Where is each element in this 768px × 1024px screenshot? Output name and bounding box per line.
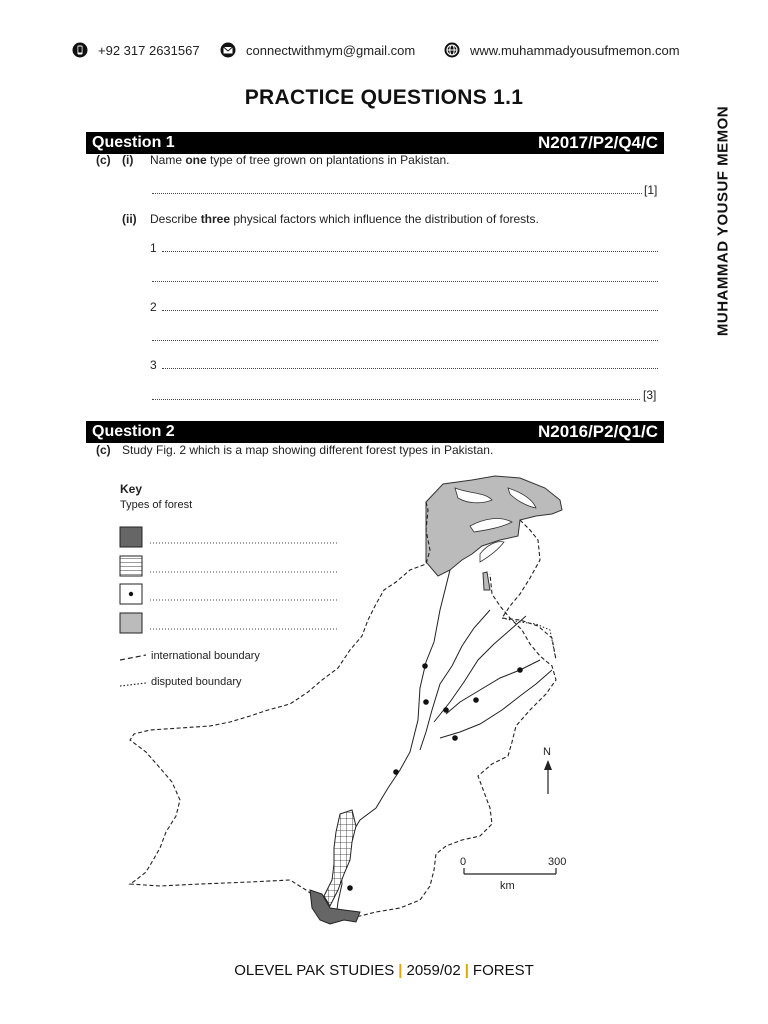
- q2-text: Study Fig. 2 which is a map showing different forest types in Pakistan.: [122, 443, 494, 457]
- q1-part: (c): [96, 153, 111, 167]
- q1-text-ii-bold: three: [200, 212, 231, 226]
- phone-item: [72, 42, 200, 58]
- forest-map: [100, 470, 600, 940]
- footer-course: OLEVEL PAK STUDIES: [234, 962, 395, 979]
- answer-line[interactable]: [152, 398, 640, 400]
- question-1-bar: [86, 132, 664, 154]
- footer: OLEVEL PAK STUDIES | 2059/02 | FOREST: [234, 962, 534, 979]
- scale-start: 0: [460, 856, 467, 868]
- footer-topic: FOREST: [472, 962, 534, 979]
- answer-line[interactable]: [162, 250, 658, 252]
- q1-mark-i: [1]: [644, 183, 658, 197]
- globe-icon: [444, 42, 460, 58]
- q1-text-i-pre: Name: [150, 153, 186, 167]
- answer-line[interactable]: [152, 339, 658, 341]
- q1-sub-ii: (ii): [122, 212, 137, 226]
- q1-sub-i: (i): [122, 153, 134, 167]
- key-title: Key: [120, 482, 143, 496]
- answer-line[interactable]: [162, 367, 658, 369]
- question-2-bar: [86, 421, 664, 443]
- website-link[interactable]: www.muhammadyousufmemon.com: [470, 42, 680, 58]
- q1-mark-ii: [3]: [643, 388, 657, 402]
- key-disputed-boundary: disputed boundary: [151, 676, 242, 688]
- key-international-boundary: international boundary: [151, 650, 260, 662]
- question-1-code: N2017/P2/Q4/C: [537, 133, 658, 152]
- q1-text-i-bold: one: [185, 153, 207, 167]
- indus-river: [336, 570, 450, 918]
- email-link[interactable]: connectwithmym@gmail.com: [246, 42, 416, 58]
- email-item: [220, 42, 415, 58]
- question-2-code: N2016/P2/Q1/C: [537, 422, 658, 441]
- q1-text-ii-post: physical factors which influence the distribution of forests.: [230, 212, 539, 226]
- answer-line[interactable]: [152, 192, 642, 194]
- phone-icon: [72, 42, 88, 58]
- footer-code: 2059/02: [406, 962, 461, 979]
- key-swatch-dark: [120, 527, 142, 547]
- key-subtitle: Types of forest: [120, 499, 193, 511]
- side-author-text: MUHAMMAD YOUSUF MEMON: [714, 105, 732, 337]
- contact-header: [72, 42, 708, 62]
- answer-line[interactable]: [162, 309, 658, 311]
- answer-line[interactable]: [152, 280, 658, 282]
- phone-text: +92 317 2631567: [98, 42, 200, 58]
- north-label: N: [543, 746, 551, 758]
- disputed-boundary-line: [502, 618, 556, 660]
- q1-text-i-post: type of tree grown on plantations in Pakistan.: [206, 153, 450, 167]
- scale-end: 300: [548, 856, 567, 868]
- side-author: [712, 94, 734, 348]
- q1-num-2: 2: [150, 300, 157, 314]
- q1-text-ii-pre: Describe: [150, 212, 201, 226]
- forest-map-figure: [100, 470, 600, 940]
- website-item: [444, 42, 680, 58]
- q2-part: (c): [96, 443, 111, 457]
- question-2-label: Question 2: [92, 423, 175, 440]
- email-icon: [220, 42, 236, 58]
- scale-unit: km: [500, 880, 515, 892]
- key-swatch-light: [120, 613, 142, 633]
- q1-num-3: 3: [150, 358, 157, 372]
- q1-num-1: 1: [150, 241, 157, 255]
- question-1-label: Question 1: [92, 134, 175, 151]
- q1-text-i: [150, 153, 450, 167]
- q1-text-ii: [150, 212, 539, 226]
- key-swatch-lines: [120, 556, 142, 576]
- page-title: PRACTICE QUESTIONS 1.1: [244, 86, 524, 109]
